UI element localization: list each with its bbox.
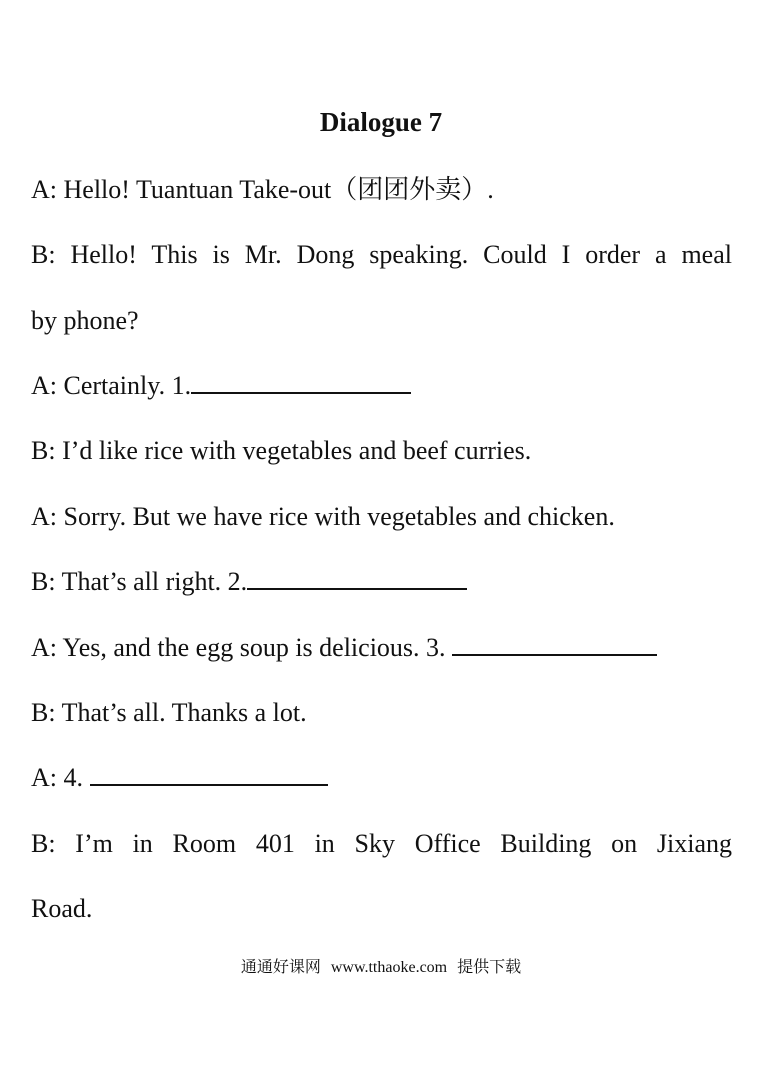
dialogue-line-text: B: That’s all right. 2. <box>31 567 248 596</box>
footer-url: www.tthaoke.com <box>330 959 448 976</box>
dialogue-line-text: A: Hello! Tuantuan Take-out（团团外卖）. <box>31 175 494 204</box>
footer-site-name: 通通好课网 <box>240 959 321 976</box>
dialogue-line <box>31 695 732 731</box>
answer-blank-1 <box>191 370 411 394</box>
dialogue-line <box>31 891 732 927</box>
dialogue-line <box>31 564 732 600</box>
footer-note: 提供下载 <box>457 959 522 976</box>
dialogue-line-text: B: I’d like rice with vegetables and beef curries. <box>31 436 532 465</box>
dialogue-line-text: by phone? <box>31 306 139 335</box>
answer-blank-4 <box>90 762 328 786</box>
dialogue-line <box>31 433 732 469</box>
dialogue-title: Dialogue 7 <box>319 107 443 137</box>
dialogue-line <box>31 237 732 273</box>
dialogue-line <box>31 172 732 208</box>
dialogue-line <box>31 630 732 666</box>
dialogue-line-text: B: Hello! This is Mr. Dong speaking. Could I order a meal <box>31 240 732 269</box>
dialogue-line-text: B: I’m in Room 401 in Sky Office Building on Jixiang <box>31 829 732 858</box>
answer-blank-3 <box>452 632 657 656</box>
dialogue-line <box>31 368 732 404</box>
dialogue-line-text: A: Certainly. 1. <box>31 371 192 400</box>
dialogue-line <box>31 826 732 862</box>
dialogue-line <box>31 499 732 535</box>
page-footer <box>0 957 762 979</box>
dialogue-line <box>31 760 732 796</box>
dialogue-line-text: A: Sorry. But we have rice with vegetables and chicken. <box>31 502 615 531</box>
dialogue-line-text: B: That’s all. Thanks a lot. <box>31 698 307 727</box>
dialogue-line <box>31 303 732 339</box>
dialogue-line-text: Road. <box>31 894 93 923</box>
dialogue-line-text: A: Yes, and the egg soup is delicious. 3. <box>31 633 446 662</box>
dialogue-line-text: A: 4. <box>31 763 83 792</box>
answer-blank-2 <box>247 566 467 590</box>
